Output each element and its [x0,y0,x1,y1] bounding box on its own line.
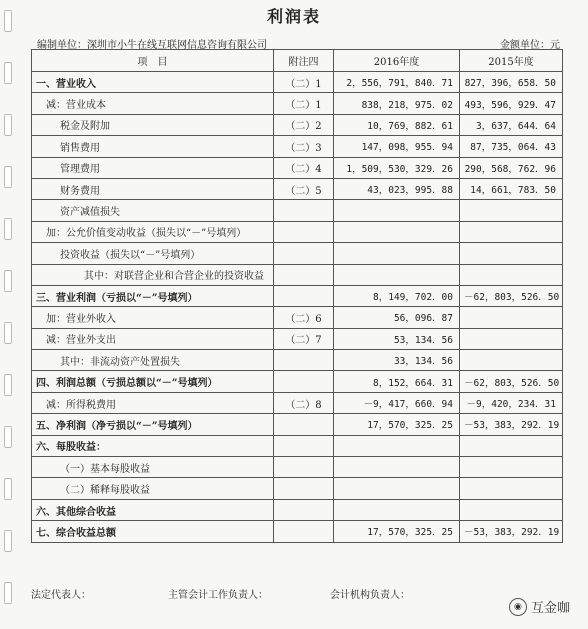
row-item: 销售费用 [32,136,274,157]
document-title: 利润表 [266,7,321,26]
row-2015: 493，596，929．47 [460,93,563,114]
binder-hole [4,322,12,344]
table-header-row [32,50,563,72]
table-row [32,499,563,520]
row-item: 六、每股收益： [32,435,274,456]
row-item: 减：营业成本 [32,93,274,114]
row-note [274,243,334,264]
table-row [32,392,563,413]
row-2016: 10，769，882．61 [334,114,460,135]
row-2015 [460,243,563,264]
row-2016: 2，556，791，840．71 [334,72,460,93]
header-2015: 2015年度 [460,50,563,72]
row-2015 [460,478,563,499]
row-2015: 87，735，064．43 [460,136,563,157]
row-note [274,350,334,371]
row-2016 [334,499,460,520]
table-row [32,221,563,242]
row-item: （一）基本每股收益 [32,457,274,478]
row-note [274,478,334,499]
table-row [32,178,563,199]
row-2016: 1，509，530，329．26 [334,157,460,178]
table-row [32,264,563,285]
table-row [32,307,563,328]
table-row [32,478,563,499]
table-row [32,371,563,392]
row-2016 [334,435,460,456]
row-note [274,435,334,456]
binder-holes [0,0,20,629]
table-row [32,285,563,306]
row-2015 [460,200,563,221]
table-row [32,72,563,93]
row-2015: 3，637，644．64 [460,114,563,135]
binder-hole [4,582,12,604]
table-row [32,200,563,221]
row-note: （二）1 [274,93,334,114]
table-row [32,93,563,114]
row-2016: 43，023，995．88 [334,178,460,199]
binder-hole [4,166,12,188]
row-item: （二）稀释每股收益 [32,478,274,499]
row-item: 税金及附加 [32,114,274,135]
row-note: （二）7 [274,328,334,349]
row-note: （二）2 [274,114,334,135]
row-2016: －9，417，660．94 [334,392,460,413]
accounting-org-head-label: 会计机构负责人： [330,590,410,601]
binder-hole [4,374,12,396]
row-item: 七、综合收益总额 [32,521,274,542]
row-item: 六、其他综合收益 [32,499,274,520]
row-item: 加：公允价值变动收益（损失以“－”号填列） [32,221,274,242]
header-note: 附注四 [274,50,334,72]
header-2016: 2016年度 [334,50,460,72]
row-item: 其中：对联营企业和合营企业的投资收益 [32,264,274,285]
row-note [274,200,334,221]
table-row [32,243,563,264]
row-note: （二）4 [274,157,334,178]
row-note [274,371,334,392]
row-note: （二）1 [274,72,334,93]
table-row [32,157,563,178]
row-2016: 17，570，325．25 [334,414,460,435]
row-2016 [334,243,460,264]
row-2015: －9，420，234．31 [460,392,563,413]
table-row [32,328,563,349]
row-2016: 8，149，702．00 [334,285,460,306]
row-note: （二）6 [274,307,334,328]
binder-hole [4,426,12,448]
preparing-unit: 编制单位：深圳市小牛在线互联网信息咨询有限公司 [37,40,267,51]
row-2015 [460,307,563,328]
legal-representative-label: 法定代表人： [31,590,91,601]
binder-hole [4,62,12,84]
row-item: 管理费用 [32,157,274,178]
table-row [32,457,563,478]
row-note [274,221,334,242]
binder-hole [4,530,12,552]
row-item: 财务费用 [32,178,274,199]
row-note [274,499,334,520]
row-item: 一、营业收入 [32,72,274,93]
row-note: （二）5 [274,178,334,199]
row-item: 投资收益（损失以“－”号填列） [32,243,274,264]
row-2016 [334,200,460,221]
table-row [32,435,563,456]
binder-hole [4,478,12,500]
table-row [32,350,563,371]
row-item: 资产减值损失 [32,200,274,221]
row-2015: －62，803，526．50 [460,371,563,392]
accounting-head-label: 主管会计工作负责人： [168,590,268,601]
binder-hole [4,270,12,292]
currency-unit: 金额单位：元 [500,40,560,51]
row-note: （二）3 [274,136,334,157]
row-2016: 17，570，325．25 [334,521,460,542]
row-2016: 147，098，955．94 [334,136,460,157]
binder-hole [4,218,12,240]
row-2016: 33，134．56 [334,350,460,371]
row-2016 [334,264,460,285]
row-2015 [460,457,563,478]
row-item: 五、净利润（净亏损以“－”号填列） [32,414,274,435]
table-row [32,114,563,135]
row-note [274,521,334,542]
row-note [274,414,334,435]
row-item: 减：所得税费用 [32,392,274,413]
row-2015 [460,499,563,520]
row-note [274,457,334,478]
table-row [32,136,563,157]
watermark-logo-icon: ◉ [509,598,527,616]
row-2015: －53，383，292．19 [460,414,563,435]
binder-hole [4,114,12,136]
row-2016: 56，096．87 [334,307,460,328]
income-statement-table [31,49,563,543]
row-2016 [334,478,460,499]
row-2015 [460,435,563,456]
row-item: 加：营业外收入 [32,307,274,328]
row-item: 四、利润总额（亏损总额以“－”号填列） [32,371,274,392]
table-row [32,521,563,542]
row-2016: 8，152，664．31 [334,371,460,392]
row-note: （二）8 [274,392,334,413]
watermark [509,597,570,616]
table-row [32,414,563,435]
row-item: 其中：非流动资产处置损失 [32,350,274,371]
row-note [274,285,334,306]
row-2015: 827，396，658．50 [460,72,563,93]
header-item: 项 目 [32,50,274,72]
row-2015: 14，661，783．50 [460,178,563,199]
row-2015: －62，803，526．50 [460,285,563,306]
row-item: 三、营业利润（亏损以“－”号填列） [32,285,274,306]
row-2015 [460,221,563,242]
row-item: 减：营业外支出 [32,328,274,349]
row-2016: 53，134．56 [334,328,460,349]
watermark-text: 互金咖 [530,601,570,616]
row-2015: 290，568，762．96 [460,157,563,178]
row-2015 [460,328,563,349]
row-2015: －53，383，292．19 [460,521,563,542]
row-2015 [460,264,563,285]
row-2016 [334,457,460,478]
row-2016: 838，218，975．02 [334,93,460,114]
row-2015 [460,350,563,371]
row-2016 [334,221,460,242]
row-note [274,264,334,285]
